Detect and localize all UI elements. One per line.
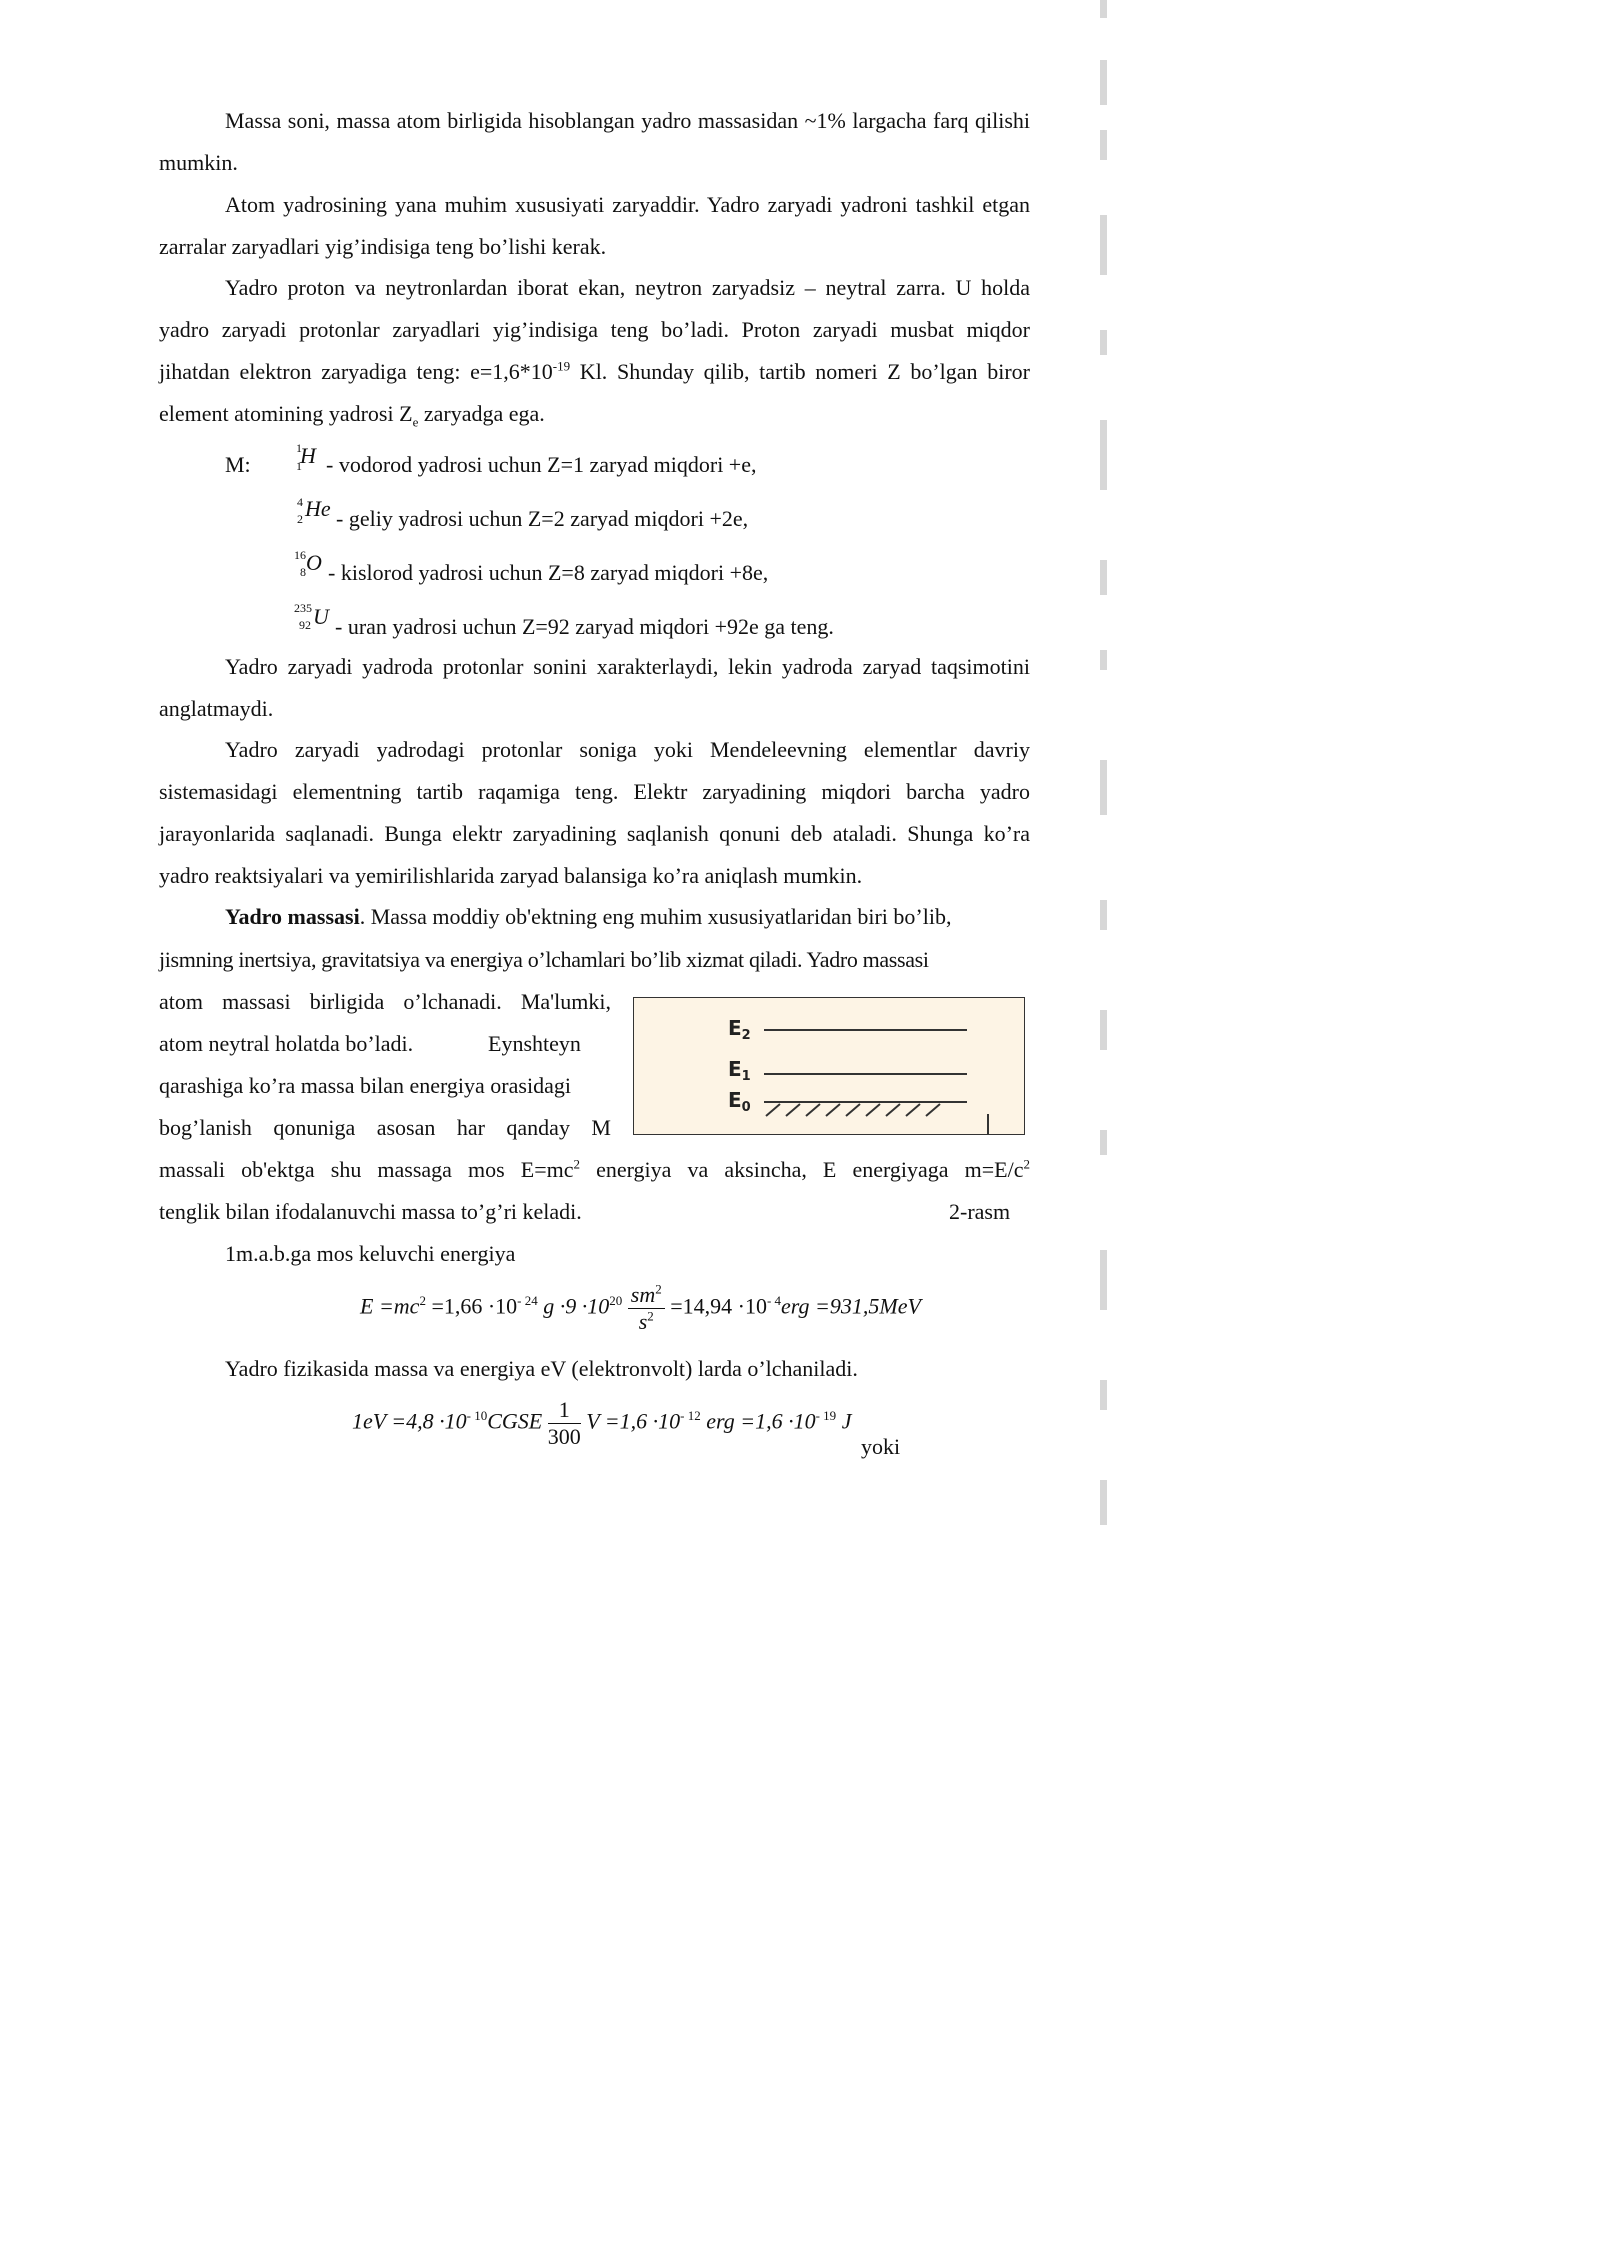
nuclide-description: - vodorod yadrosi uchun Z=1 zaryad miqdori +e, [326,452,757,477]
equation-electronvolt: $1eV =4,8 \cdot 10^{- 10}CGSE$ $\frac{1}{300}$ $V =1,6 \cdot 10^{- 12}$ erg $=1,6 \cdot 10^{- 19}$ J [352,1397,852,1449]
fraction: $\frac{1}{300}$ [547,1397,581,1449]
level-label-e0: $E_0$ [728,1088,751,1115]
nuclide-oxygen [294,548,322,579]
paragraph-ev-units: Yadro fizikasida massa va energiya eV (elektronvolt) larda o’lchaniladi. [225,1356,858,1381]
paragraph-mass-line2: jismning inertsiya, gravitatsiya va energiya o’lchamlari bo’lib xizmat qiladi. Yadro massasi [159,947,929,972]
paragraph-mass-line7: massali ob'ektga shu massaga mos $E=mc^2$ energiya va aksincha, E energiyaga $m=E/c^2$ [159,1156,1030,1182]
nuclide-description: - uran yadrosi uchun Z=92 zaryad miqdori +92e ga teng. [335,614,834,639]
paragraph-nuclear-charge: Atom yadrosining yana muhim xususiyati zaryaddir. Yadro zaryadi yadroni tashkil etgan zarralar zaryadlari yig’indisiga teng bo’lishi kerak. [159,192,1030,259]
element-symbol: O [306,550,322,575]
right-edge-scrollmark [1100,0,1107,1565]
nuclide-description: - geliy yadrosi uchun Z=2 zaryad miqdori +2e, [336,506,749,531]
paragraph-amu-energy: 1m.a.b.ga mos keluvchi energiya [225,1241,516,1266]
nuclide-hydrogen [296,441,316,473]
paragraph-mass-line1: Yadro massasi. Massa moddiy ob'ektning eng muhim xususiyatlaridan biri bo’lib, [225,904,952,929]
energy-level-figure [633,997,1025,1135]
paragraph-mass-line4a: atom neytral holatda bo’ladi. [159,1031,414,1056]
mass-number: 235 [294,601,312,615]
subscript: e [412,414,419,430]
level-label-e2: $E_2$ [728,1016,751,1043]
paragraph-mass-line5: qarashiga ko’ra massa bilan energiya orasidagi [159,1073,571,1098]
example-label: M: [225,452,251,477]
paragraph-mass-line6: bog’lanish qonuniga asosan har qanday M [159,1115,611,1140]
paragraph-proton-charge: Yadro proton va neytronlardan iborat ekan, neytron zaryadsiz – neytral zarra. U holda yadro zaryadi protonlar zaryadlari yig’indisiga teng bo’ladi. Proton zaryadi musbat miqdor jihatdan elektron zaryadiga teng: $e=1,6*10^{-19}$ Kl. Shunday qilib, tartib nomeri Z bo’lgan biror element atomining yadrosi $Z_e$ zaryadga ega. [159,275,1030,430]
atomic-number: 8 [300,565,306,579]
level-label-e1: $E_1$ [728,1057,751,1084]
mass-number: 16 [294,548,306,562]
paragraph-mass-line4b: Eynshteyn [488,1031,581,1056]
atomic-number: 1 [296,459,302,473]
bold-heading: Yadro massasi [225,904,360,929]
paragraph-charge-conservation: Yadro zaryadi yadrodagi protonlar soniga yoki Mendeleevning elementlar davriy sistemasidagi elementning tartib raqamiga teng. Elektr zaryadining miqdori barcha yadro jarayonlarida saqlanadi. Bunga elektr zaryadining saqlanish qonuni deb ataladi. Shunga ko’ra yadro reaktsiyalari va yemirilishlarida zaryad balansiga ko’ra aniqlash mumkin. [159,737,1030,888]
word-yoki: yoki [861,1434,901,1459]
nuclide-uranium [294,601,329,632]
mass-number: 1 [296,441,302,455]
paragraph-charge-distribution: Yadro zaryadi yadroda protonlar sonini xarakterlaydi, lekin yadroda zaryad taqsimotini anglatmaydi. [159,654,1030,721]
energy-level-lines [634,998,1026,1136]
fraction: $\frac{sm^2}{s^2}$ [628,1282,665,1335]
paragraph-mass-line8: tenglik bilan ifodalanuvchi massa to’g’ri keladi. [159,1199,582,1224]
nuclide-helium [297,495,331,526]
paragraph-mass-number: Massa soni, massa atom birligida hisoblangan yadro massasidan ~1% largacha farq qilishi mumkin. [159,108,1030,175]
nuclide-description: - kislorod yadrosi uchun Z=8 zaryad miqdori +8e, [328,560,769,585]
element-symbol: H [300,443,316,468]
document-page [0,0,1107,1565]
element-symbol: He [305,496,331,521]
element-symbol: U [313,604,329,629]
figure-caption: 2-rasm [949,1199,1011,1224]
equation-amu-energy: $E =mc^2 =1,66 \cdot 10^{- 24}$ $g \cdot 9 \cdot 10^{20}$ $\frac{sm^2}{s^2}$ $=14,94 \cdot 10^{- 4}erg =931,5MeV$ [360,1281,921,1334]
atomic-number: 92 [299,618,311,632]
exponent: -19 [552,358,571,374]
atomic-number: 2 [297,512,303,526]
mass-number: 4 [297,495,303,509]
paragraph-mass-line3: atom massasi birligida o’lchanadi. Ma'lumki, [159,989,611,1014]
